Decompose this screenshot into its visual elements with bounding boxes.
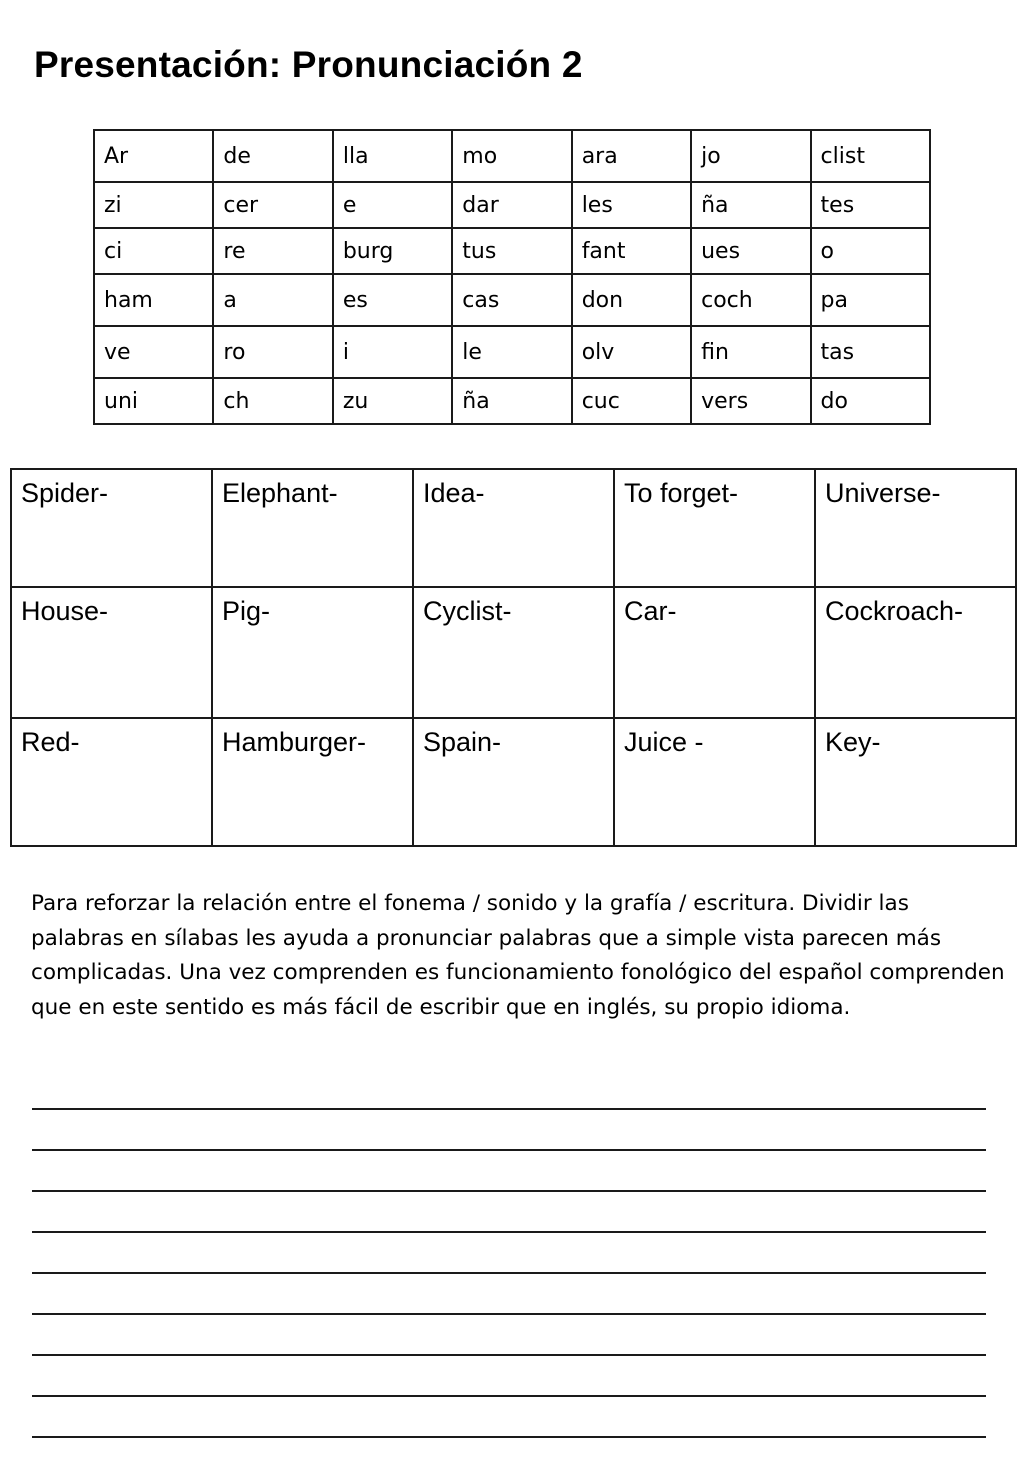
syllable-row bbox=[94, 378, 930, 424]
vocabulary-cell[interactable]: Hamburger- bbox=[212, 718, 413, 846]
vocabulary-row bbox=[11, 587, 1016, 718]
syllable-cell: les bbox=[572, 182, 691, 228]
syllable-cell: clist bbox=[811, 130, 930, 182]
writing-line[interactable] bbox=[32, 1354, 986, 1356]
syllable-row bbox=[94, 130, 930, 182]
syllable-cell: de bbox=[213, 130, 332, 182]
syllable-cell: ues bbox=[691, 228, 810, 274]
syllable-cell: es bbox=[333, 274, 452, 326]
syllable-cell: don bbox=[572, 274, 691, 326]
syllable-cell: do bbox=[811, 378, 930, 424]
syllable-cell: cer bbox=[213, 182, 332, 228]
vocabulary-cell[interactable]: Red- bbox=[11, 718, 212, 846]
syllable-cell: fin bbox=[691, 326, 810, 378]
syllable-cell: ña bbox=[691, 182, 810, 228]
vocabulary-cell[interactable]: Idea- bbox=[413, 469, 614, 587]
writing-line[interactable] bbox=[32, 1231, 986, 1233]
syllable-cell: ci bbox=[94, 228, 213, 274]
writing-line[interactable] bbox=[32, 1272, 986, 1274]
vocabulary-cell[interactable]: Cockroach- bbox=[815, 587, 1016, 718]
vocabulary-cell[interactable]: Key- bbox=[815, 718, 1016, 846]
instructions-paragraph: Para reforzar la relación entre el fonema / sonido y la grafía / escritura. Dividir las palabras en sílabas les ayuda a pronunciar palabras que a simple vista parecen más complicadas. Una vez comprenden es funcionamiento fonológico del español comprenden que en este sentido es más fácil de escribir que en inglés, su propio idioma. bbox=[31, 891, 1005, 1020]
vocabulary-table bbox=[10, 468, 1017, 847]
syllable-cell: Ar bbox=[94, 130, 213, 182]
vocabulary-cell[interactable]: Car- bbox=[614, 587, 815, 718]
vocabulary-cell[interactable]: Spider- bbox=[11, 469, 212, 587]
syllable-cell: tes bbox=[811, 182, 930, 228]
syllable-cell: tus bbox=[452, 228, 571, 274]
writing-line[interactable] bbox=[32, 1395, 986, 1397]
vocabulary-cell[interactable]: Pig- bbox=[212, 587, 413, 718]
syllable-cell: ara bbox=[572, 130, 691, 182]
syllable-cell: dar bbox=[452, 182, 571, 228]
vocabulary-cell[interactable]: Cyclist- bbox=[413, 587, 614, 718]
writing-line[interactable] bbox=[32, 1436, 986, 1438]
syllable-cell: mo bbox=[452, 130, 571, 182]
writing-line[interactable] bbox=[32, 1108, 986, 1110]
page-title: Presentación: Pronunciación 2 bbox=[34, 44, 583, 85]
syllable-cell: o bbox=[811, 228, 930, 274]
syllable-cell: tas bbox=[811, 326, 930, 378]
vocabulary-cell[interactable]: To forget- bbox=[614, 469, 815, 587]
syllable-row bbox=[94, 274, 930, 326]
syllable-cell: vers bbox=[691, 378, 810, 424]
vocabulary-row bbox=[11, 469, 1016, 587]
syllable-cell: ve bbox=[94, 326, 213, 378]
syllable-row bbox=[94, 228, 930, 274]
syllable-cell: pa bbox=[811, 274, 930, 326]
syllable-cell: ch bbox=[213, 378, 332, 424]
syllable-cell: a bbox=[213, 274, 332, 326]
syllable-cell: coch bbox=[691, 274, 810, 326]
writing-lines[interactable] bbox=[32, 1108, 986, 1477]
syllable-cell: le bbox=[452, 326, 571, 378]
syllable-cell: zi bbox=[94, 182, 213, 228]
vocabulary-table-body bbox=[11, 469, 1016, 846]
writing-line[interactable] bbox=[32, 1190, 986, 1192]
syllable-cell: uni bbox=[94, 378, 213, 424]
syllable-cell: cas bbox=[452, 274, 571, 326]
syllable-cell: lla bbox=[333, 130, 452, 182]
vocabulary-cell[interactable]: Elephant- bbox=[212, 469, 413, 587]
syllable-cell: fant bbox=[572, 228, 691, 274]
syllable-row bbox=[94, 326, 930, 378]
vocabulary-row bbox=[11, 718, 1016, 846]
syllable-cell: cuc bbox=[572, 378, 691, 424]
writing-line[interactable] bbox=[32, 1149, 986, 1151]
syllable-cell: burg bbox=[333, 228, 452, 274]
syllable-cell: ham bbox=[94, 274, 213, 326]
syllable-cell: re bbox=[213, 228, 332, 274]
syllable-cell: i bbox=[333, 326, 452, 378]
vocabulary-cell[interactable]: House- bbox=[11, 587, 212, 718]
syllable-table-body bbox=[94, 130, 930, 424]
syllable-table bbox=[93, 129, 931, 425]
syllable-cell: e bbox=[333, 182, 452, 228]
vocabulary-cell[interactable]: Spain- bbox=[413, 718, 614, 846]
syllable-cell: jo bbox=[691, 130, 810, 182]
writing-line[interactable] bbox=[32, 1313, 986, 1315]
syllable-cell: zu bbox=[333, 378, 452, 424]
vocabulary-cell[interactable]: Universe- bbox=[815, 469, 1016, 587]
syllable-cell: ro bbox=[213, 326, 332, 378]
vocabulary-cell[interactable]: Juice - bbox=[614, 718, 815, 846]
syllable-cell: ña bbox=[452, 378, 571, 424]
syllable-row bbox=[94, 182, 930, 228]
syllable-cell: olv bbox=[572, 326, 691, 378]
